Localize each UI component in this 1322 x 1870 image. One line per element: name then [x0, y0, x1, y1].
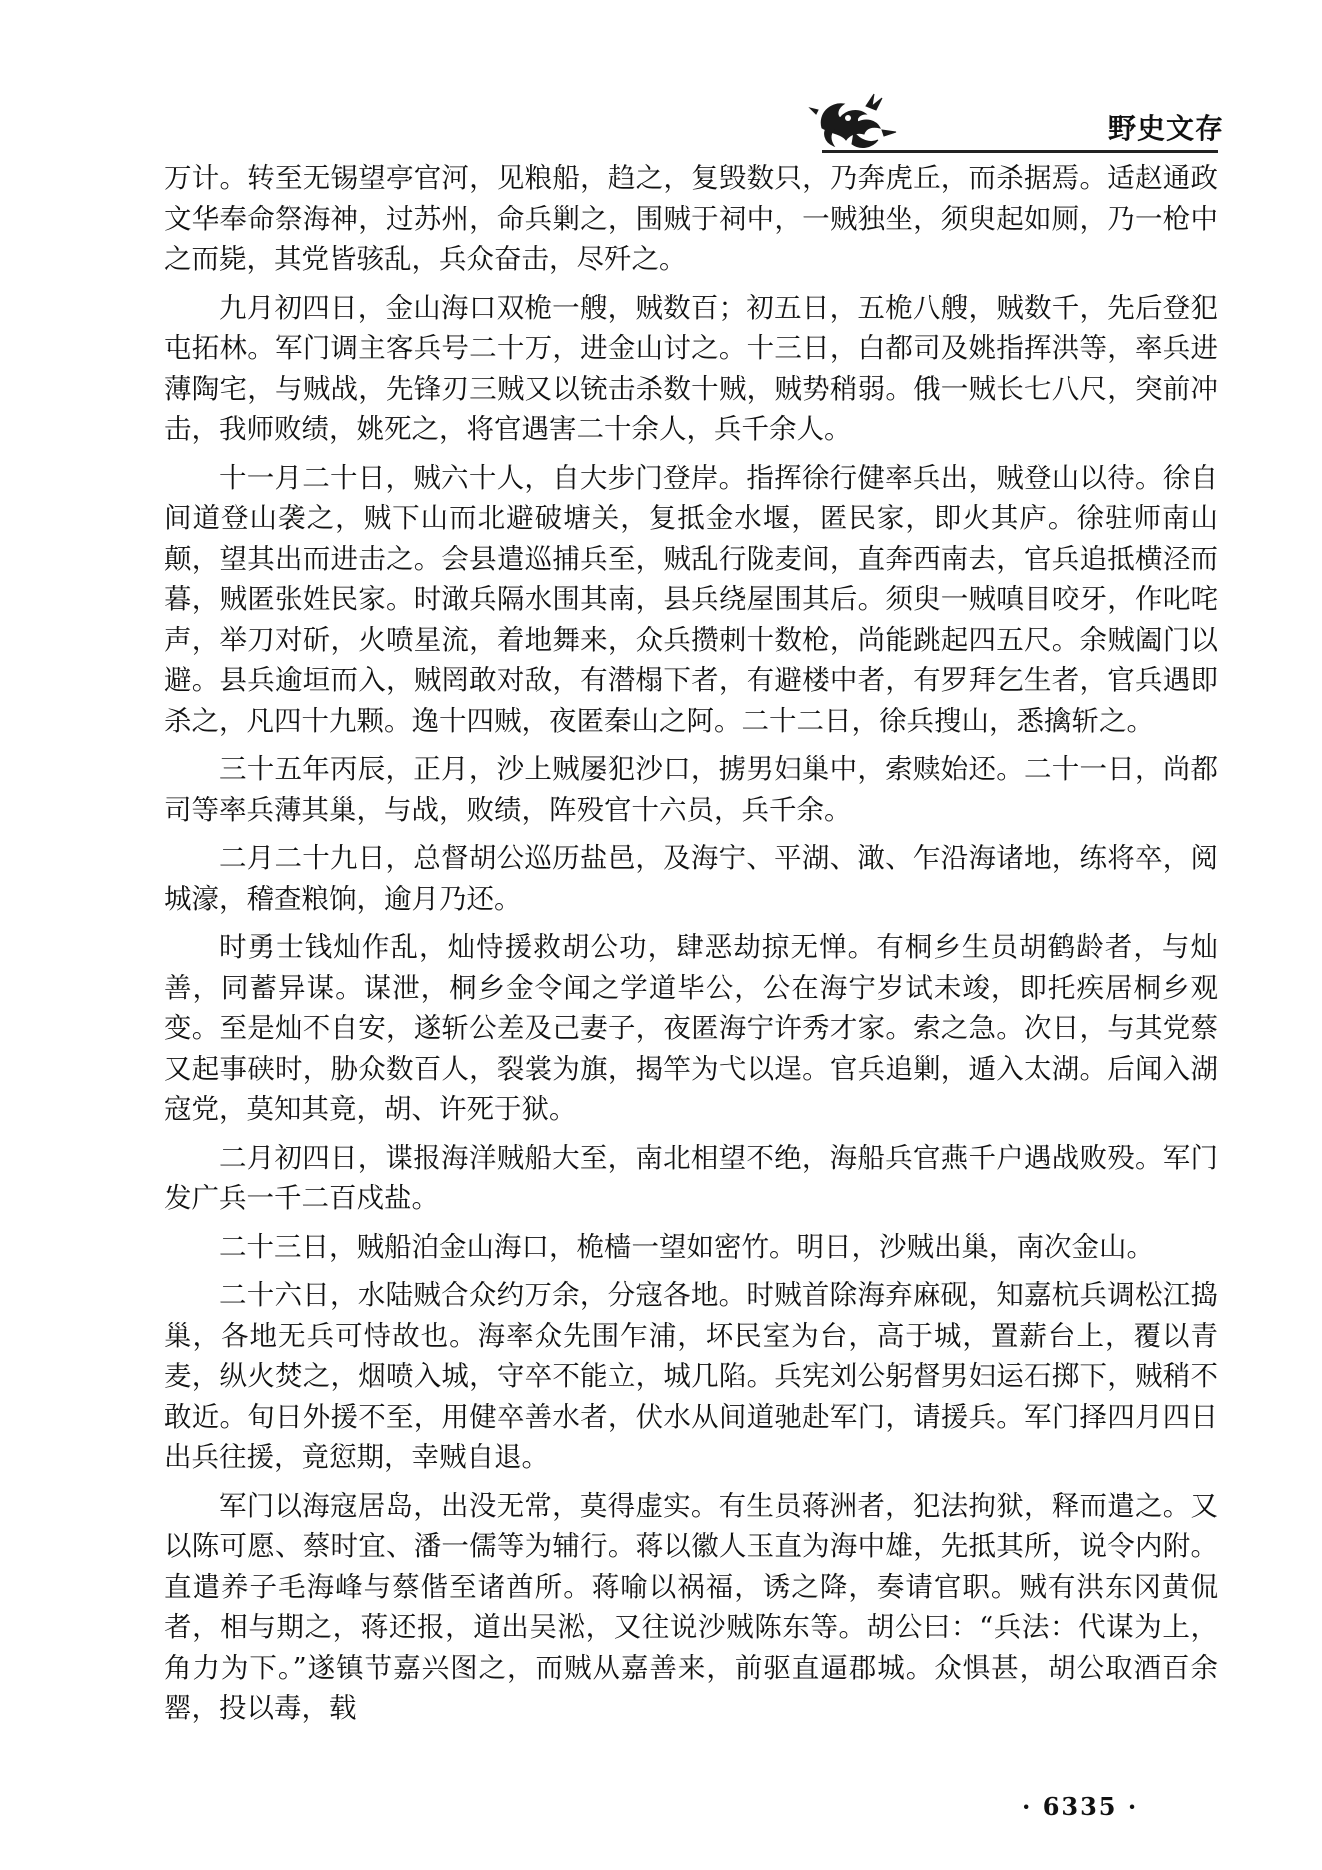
page-header: [0, 0, 1322, 160]
paragraph: 时勇士钱灿作乱，灿恃援救胡公功，肆恶劫掠无惮。有桐乡生员胡鹤龄者，与灿善，同蓄异谋。谋泄，桐乡金令闻之学道毕公，公在海宁岁试未竣，即托疾居桐乡观变。至是灿不自安，遂斩公差及己妻子，夜匿海宁许秀才家。索之急。次日，与其党蔡又起事硖时，胁众数百人，裂裳为旗，揭竿为弋以逞。官兵追剿，遁入太湖。后闻入湖寇党，莫知其竟，胡、许死于狱。: [164, 931, 1218, 1125]
paragraph: 九月初四日，金山海口双桅一艘，贼数百；初五日，五桅八艘，贼数千，先后登犯屯拓林。军门调主客兵号二十万，进金山讨之。十三日，白都司及姚指挥洪等，率兵进薄陶宅，与贼战，先锋刃三贼又以铳击杀数十贼，贼势稍弱。俄一贼长七八尺，突前冲击，我师败绩，姚死之，将官遇害二十余人，兵千余人。: [164, 291, 1218, 445]
paragraph: 二月二十九日，总督胡公巡历盐邑，及海宁、平湖、澉、乍沿海诸地，练将卒，阅城濠，稽查粮饷，逾月乃还。: [164, 842, 1218, 915]
dragon-emblem-icon: [808, 88, 900, 158]
paragraph: 万计。转至无锡望亭官河，见粮船，趋之，复毁数只，乃奔虎丘，而杀据焉。适赵通政文华奉命祭海神，过苏州，命兵剿之，围贼于祠中，一贼独坐，须臾起如厕，乃一枪中之而毙，其党皆骇乱，兵众奋击，尽歼之。: [164, 162, 1218, 275]
body-text: [164, 158, 1218, 1737]
paragraph: 军门以海寇居岛，出没无常，莫得虚实。有生员蒋洲者，犯法拘狱，释而遣之。又以陈可愿、蔡时宜、潘一儒等为辅行。蒋以徽人玉直为海中雄，先抵其所，说令内附。直遣养子毛海峰与蔡偕至诸酋所。蒋喻以祸福，诱之降，奏请官职。贼有洪东冈黄侃者，相与期之，蒋还报，道出吴淞，又往说沙贼陈东等。胡公曰：“兵法：代谋为上，角力为下。”遂镇节嘉兴图之，而贼从嘉善来，前驱直逼郡城。众惧甚，胡公取酒百余罂，投以毒，载: [164, 1489, 1218, 1724]
paragraph: 二十六日，水陆贼合众约万余，分寇各地。时贼首除海弃麻砚，知嘉杭兵调松江捣巢，各地无兵可恃故也。海率众先围乍浦，坏民室为台，高于城，置薪台上，覆以青麦，纵火焚之，烟喷入城，守卒不能立，城几陷。兵宪刘公躬督男妇运石掷下，贼稍不敢近。旬日外援不至，用健卒善水者，伏水从间道驰赴军门，请援兵。军门择四月四日出兵往援，竟愆期，幸贼自退。: [164, 1279, 1218, 1473]
paragraph: 十一月二十日，贼六十人，自大步门登岸。指挥徐行健率兵出，贼登山以待。徐自间道登山袭之，贼下山而北避破塘关，复抵金水堰，匿民家，即火其庐。徐驻师南山颠，望其出而进击之。会县遣巡捕兵至，贼乱行陇麦间，直奔西南去，官兵追抵横泾而暮，贼匿张姓民家。时澉兵隔水围其南，县兵绕屋围其后。须臾一贼嗔目咬牙，作叱咤声，举刀对斫，火喷星流，着地舞来，众兵攒刺十数枪，尚能跳起四五尺。余贼阖门以避。县兵逾垣而入，贼罔敢对敌，有潜榻下者，有避楼中者，有罗拜乞生者，官兵遇即杀之，凡四十九颗。逸十四贼，夜匿秦山之阿。二十二日，徐兵搜山，悉擒斩之。: [164, 461, 1218, 737]
header-rule: [822, 150, 1218, 153]
paragraph: 二月初四日，谍报海洋贼船大至，南北相望不绝，海船兵官燕千户遇战败殁。军门发广兵一千二百戍盐。: [164, 1141, 1218, 1214]
paragraph: 二十三日，贼船泊金山海口，桅樯一望如密竹。明日，沙贼出巢，南次金山。: [219, 1230, 1154, 1263]
page-number: · 6335 ·: [1022, 1792, 1139, 1821]
paragraph: 三十五年丙辰，正月，沙上贼屡犯沙口，掳男妇巢中，索赎始还。二十一日，尚都司等率兵薄其巢，与战，败绩，阵殁官十六员，兵千余。: [164, 753, 1218, 826]
header-title: 野史文存: [1108, 112, 1225, 145]
